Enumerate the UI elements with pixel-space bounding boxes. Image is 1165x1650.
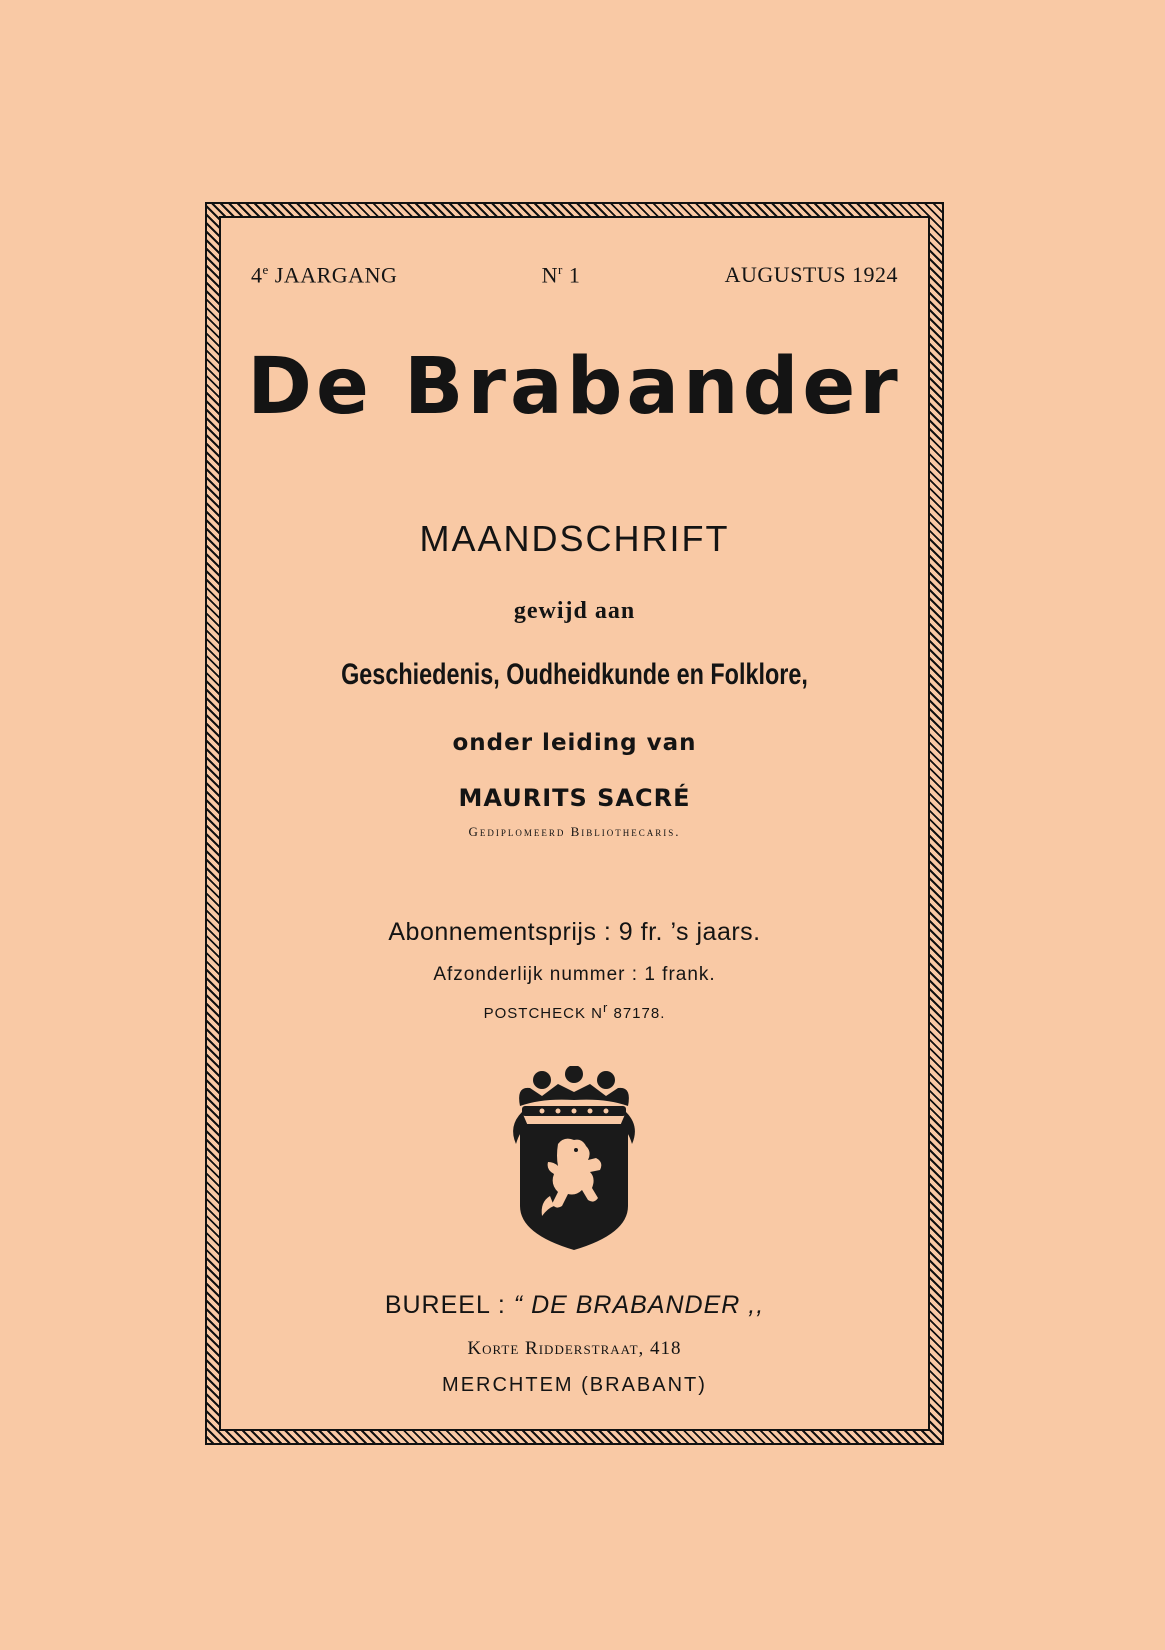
volume-label: 4e JAARGANG (251, 262, 398, 288)
magazine-title: De Brabander (247, 342, 902, 432)
editor-title: Gediplomeerd Bibliothecaris. (468, 824, 681, 839)
issue-number: $N^r$ 1 (541, 262, 581, 288)
single-issue-price: Afzonderlijk nummer : 1 frank. (433, 964, 716, 985)
subscription-price: Abonnementsprijs : 9 fr. ’s jaars. (388, 918, 761, 946)
office-street: Korte Ridderstraat, 418 (467, 1338, 682, 1359)
issue-date: AUGUSTUS 1924 (724, 262, 898, 287)
ornamental-border (205, 202, 944, 1445)
postcheck-number: POSTCHECK $N^r$ 87178. (483, 1000, 666, 1022)
office-city: MERCHTEM (BRABANT) (442, 1374, 707, 1396)
topics-line: Geschiedenis, Oudheidkunde en Folklore, (341, 658, 808, 691)
direction-line: onder leiding van (452, 730, 697, 756)
office-line: BUREEL : “ DE BRABANDER ,, (384, 1291, 765, 1319)
dedication-line: gewijd aan (513, 598, 636, 624)
brabant-lion-coat-of-arms-icon (506, 1066, 642, 1252)
issue-info-line (251, 262, 898, 288)
cover-content (221, 218, 928, 1429)
editor-name: MAURITS SACRÉ (458, 784, 691, 812)
magazine-subtitle: MAANDSCHRIFT (419, 518, 730, 559)
